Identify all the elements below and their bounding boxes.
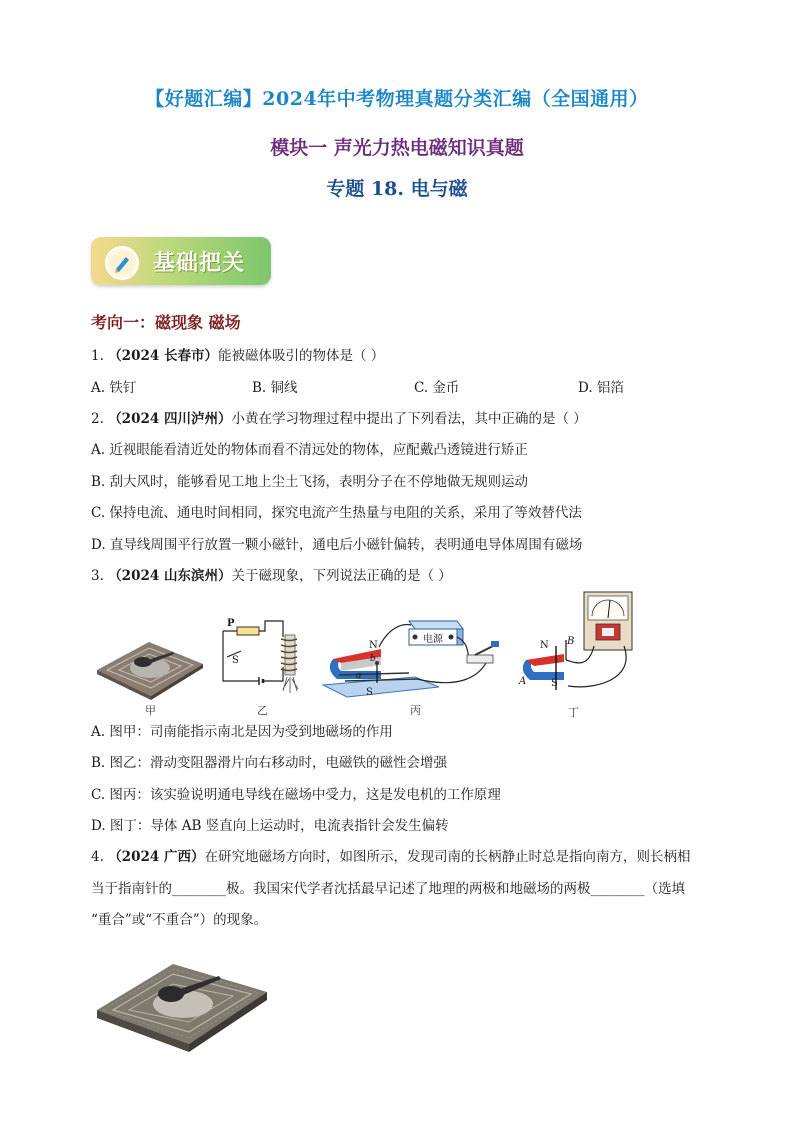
module-title: 模块一 声光力热电磁知识真题 xyxy=(270,137,524,159)
rail-label-b: b xyxy=(370,654,376,664)
question-stem: 关于磁现象，下列说法正确的是（ ） xyxy=(231,568,452,584)
slider-label-p: P xyxy=(227,618,235,629)
question-number: 2. xyxy=(91,411,104,427)
switch-label-s: S xyxy=(232,655,239,666)
banner-label: 基础把关 xyxy=(153,251,246,276)
question-3 xyxy=(91,566,711,586)
q3-option-d: D. 图丁：导体 AB 竖直向上运动时，电流表指针会发生偏转 xyxy=(91,818,449,834)
question-stem: 能被磁体吸引的物体是（ ） xyxy=(217,348,385,364)
magnet-label-n-2: N xyxy=(540,640,549,651)
question-4-line-3: “重合”或“不重合”）的现象。 xyxy=(91,912,268,928)
power-source-label: 电源 xyxy=(423,634,443,645)
conductor-label-b: B xyxy=(567,636,575,647)
question-2 xyxy=(91,409,711,429)
q3-option-a: A. 图甲：司南能指示南北是因为受到地磁场的作用 xyxy=(91,724,393,740)
question-stem-line-1: 在研究地磁场方向时，如图所示，发现司南的长柄静止时总是指向南方，则长柄相 xyxy=(204,849,691,865)
document-title: 【好题汇编】2024年中考物理真题分类汇编（全国通用） xyxy=(145,88,649,110)
q2-option-c: C. 保持电流、通电时间相同，探究电流产生热量与电阻的关系，采用了等效替代法 xyxy=(91,505,582,521)
section-banner xyxy=(91,237,271,285)
generator-principle-diagram xyxy=(514,590,638,702)
section-heading: 考向一：磁现象 磁场 xyxy=(91,313,241,332)
magnet-label-s: S xyxy=(366,687,373,698)
figure-label-jia: 甲 xyxy=(145,704,156,717)
question-4-line-2: 当于指南针的________极。我国宋代学者沈括最早记述了地理的两极和地磁场的两极________（选填 xyxy=(91,881,685,897)
q3-option-b: B. 图乙：滑动变阻器滑片向右移动时，电磁铁的磁性会增强 xyxy=(91,755,448,771)
question-source: （2024 长春市） xyxy=(108,348,218,364)
question-source: （2024 山东滨州） xyxy=(108,568,232,584)
pen-icon xyxy=(105,246,139,280)
question-number: 3. xyxy=(91,568,104,584)
figure-label-bing: 丙 xyxy=(410,704,421,717)
question-stem: 小黄在学习物理过程中提出了下列看法，其中正确的是（ ） xyxy=(231,411,587,427)
q2-option-a: A. 近视眼能看清近处的物体而看不清远处的物体，应配戴凸透镜进行矫正 xyxy=(91,442,528,458)
q1-option-a: A. 铁钉 xyxy=(91,380,137,396)
conductor-label-a: A xyxy=(519,676,527,687)
compass-sinan-image xyxy=(91,618,207,700)
question-number: 4. xyxy=(91,849,104,865)
figure-label-ding: 丁 xyxy=(568,706,579,719)
compass-photo xyxy=(91,936,271,1054)
electromagnet-circuit-diagram xyxy=(213,617,313,701)
q2-option-b: B. 刮大风时，能够看见工地上尘土飞扬，表明分子在不停地做无规则运动 xyxy=(91,474,529,490)
rail-label-a: a xyxy=(356,671,362,681)
figure-label-yi: 乙 xyxy=(257,704,268,717)
magnet-label-s-2: S xyxy=(551,678,558,689)
question-number: 1. xyxy=(91,348,104,364)
q1-option-c: C. 金币 xyxy=(414,380,460,396)
question-1 xyxy=(91,346,711,366)
q3-option-c: C. 图丙：该实验说明通电导线在磁场中受力，这是发电机的工作原理 xyxy=(91,787,501,803)
question-source: （2024 四川泸州） xyxy=(108,411,232,427)
motor-principle-diagram xyxy=(319,617,509,701)
q2-option-d: D. 直导线周围平行放置一颗小磁针，通电后小磁针偏转，表明通电导体周围有磁场 xyxy=(91,537,583,553)
q1-option-d: D. 铝箔 xyxy=(578,380,624,396)
magnet-label-n: N xyxy=(369,640,378,651)
question-4 xyxy=(91,847,711,867)
q1-option-b: B. 铜线 xyxy=(252,380,298,396)
topic-title: 专题 18. 电与磁 xyxy=(326,178,468,200)
question-source: （2024 广西） xyxy=(108,849,205,865)
